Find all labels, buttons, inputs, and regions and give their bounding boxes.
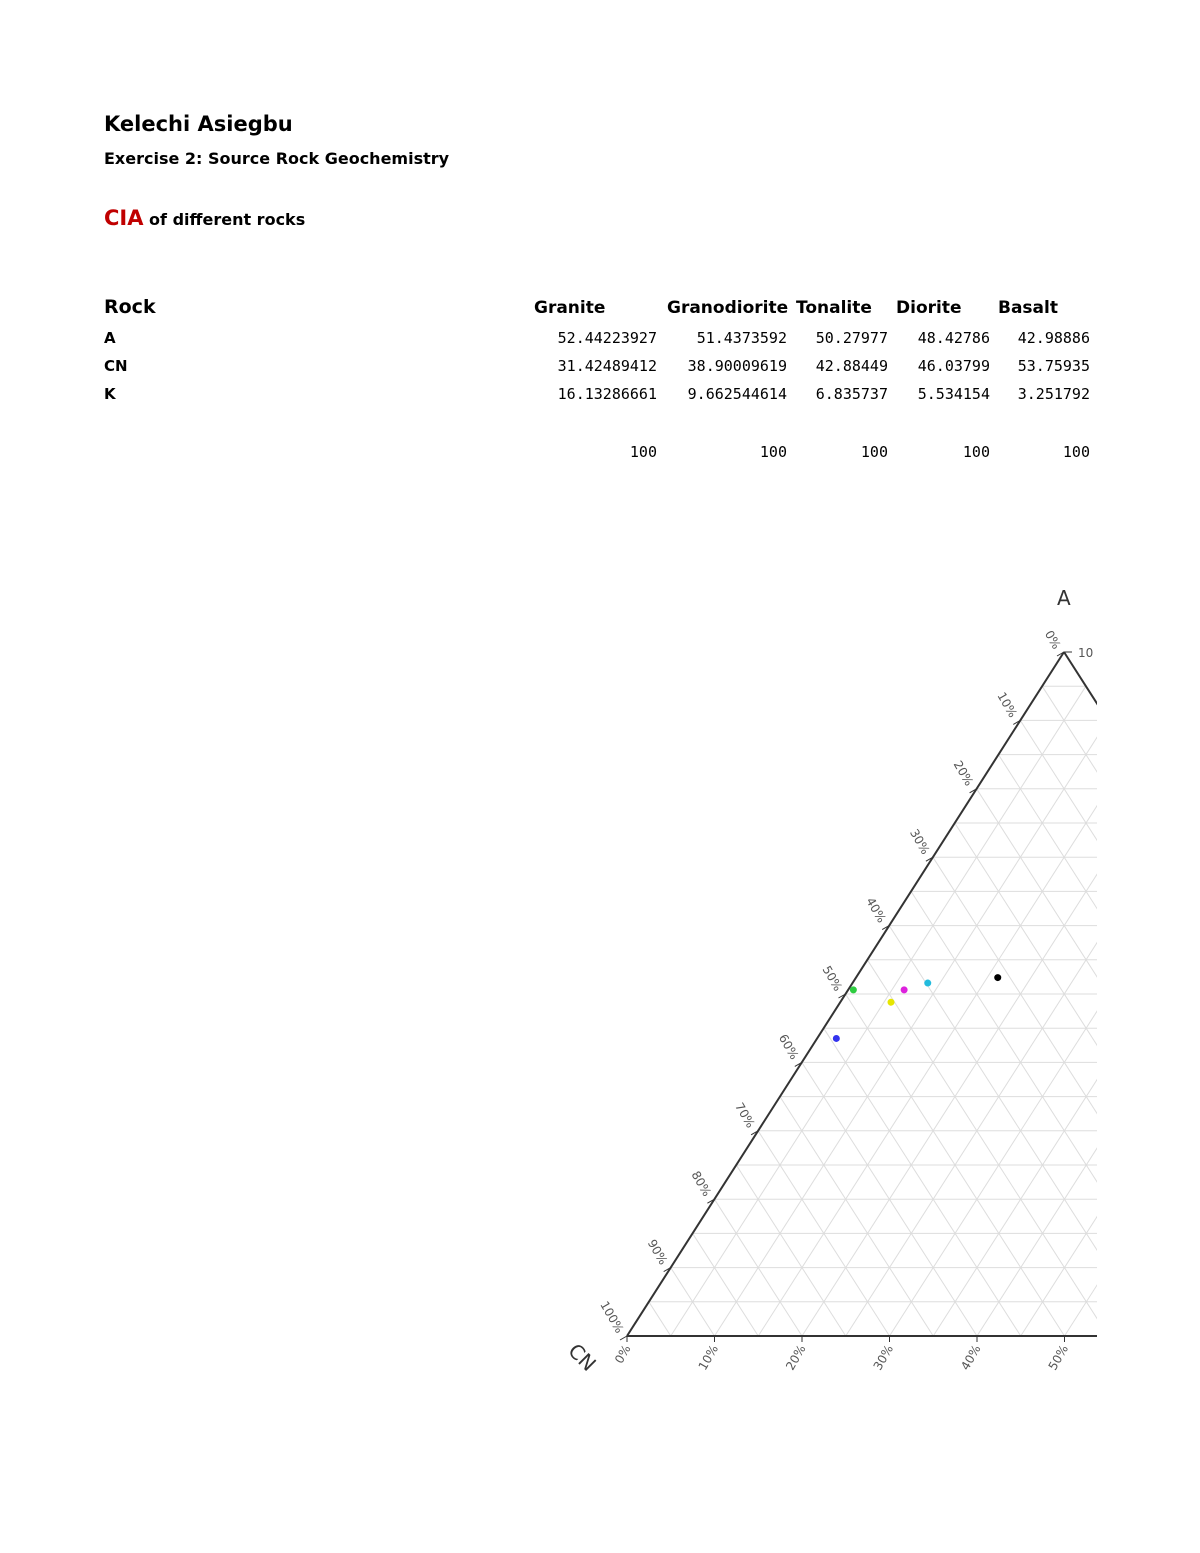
total-granite: 100 bbox=[629, 443, 657, 461]
rock-column-header: Rock bbox=[104, 296, 156, 318]
axis-label-cn: CN bbox=[563, 1338, 601, 1376]
grid-line-cn bbox=[1042, 686, 1200, 1336]
row-label-a: A bbox=[104, 329, 116, 347]
tick-label-left: 10% bbox=[994, 689, 1020, 720]
total-basalt: 100 bbox=[1062, 443, 1090, 461]
axis-top-tick-partial: 10 bbox=[1078, 646, 1094, 660]
data-point bbox=[924, 980, 931, 987]
cell-cn-diorite: 46.03799 bbox=[917, 357, 990, 375]
cell-cn-basalt: 53.75935 bbox=[1017, 357, 1090, 375]
tick-label-left: 70% bbox=[732, 1100, 758, 1131]
tick-label-left: 90% bbox=[644, 1237, 671, 1268]
grid-line-cn bbox=[824, 1028, 1021, 1336]
cell-a-granodiorite: 51.4373592 bbox=[696, 329, 787, 347]
row-label-cn: CN bbox=[104, 357, 128, 375]
grid-line-cn bbox=[780, 1097, 933, 1336]
grid-line-cn bbox=[911, 891, 1196, 1336]
grid-line-k bbox=[1021, 960, 1200, 1336]
cell-a-basalt: 42.98886 bbox=[1017, 329, 1090, 347]
cell-cn-tonalite: 42.88449 bbox=[815, 357, 888, 375]
exercise-title: Exercise 2: Source Rock Geochemistry bbox=[104, 149, 450, 168]
tick-label-left: 100% bbox=[597, 1298, 627, 1336]
ternary-grid bbox=[649, 686, 1200, 1336]
cell-k-basalt: 3.251792 bbox=[1017, 385, 1090, 403]
grid-line-k bbox=[1152, 1062, 1200, 1336]
tick-label-bottom: 20% bbox=[783, 1342, 809, 1373]
grid-line-k bbox=[846, 823, 1174, 1336]
total-diorite: 100 bbox=[962, 443, 990, 461]
total-granodiorite: 100 bbox=[759, 443, 787, 461]
tick-label-bottom: 30% bbox=[870, 1342, 897, 1373]
col-header-tonalite: Tonalite bbox=[796, 298, 872, 318]
axis-label-a: A bbox=[1057, 586, 1071, 610]
data-point bbox=[850, 986, 857, 993]
ternary-points bbox=[833, 974, 1001, 1042]
cell-a-tonalite: 50.27977 bbox=[815, 329, 888, 347]
section-heading-rest: of different rocks bbox=[143, 210, 306, 229]
col-header-basalt: Basalt bbox=[998, 298, 1058, 318]
tick-label-bottom: 10% bbox=[695, 1342, 722, 1373]
grid-line-k bbox=[1108, 1028, 1200, 1336]
cell-cn-granodiorite: 38.90009619 bbox=[687, 357, 787, 375]
tick-label-left: 20% bbox=[950, 758, 977, 789]
grid-line-cn bbox=[736, 1165, 846, 1336]
tick-label-bottom: 0% bbox=[611, 1342, 634, 1366]
total-tonalite: 100 bbox=[860, 443, 888, 461]
data-point bbox=[888, 999, 895, 1006]
tick-label-left: 30% bbox=[906, 826, 933, 857]
tick-label-left: 0% bbox=[1041, 628, 1064, 652]
grid-line-k bbox=[1196, 1097, 1200, 1336]
grid-line-k bbox=[933, 891, 1200, 1336]
tick-mark-left bbox=[620, 1336, 627, 1340]
cell-k-granodiorite: 9.662544614 bbox=[687, 385, 787, 403]
cia-highlight: CIA bbox=[104, 206, 144, 230]
tick-label-bottom: 50% bbox=[1045, 1342, 1072, 1373]
grid-line-cn bbox=[955, 823, 1200, 1336]
grid-line-cn bbox=[693, 1233, 759, 1336]
cell-k-diorite: 5.534154 bbox=[917, 385, 990, 403]
cell-a-granite: 52.44223927 bbox=[557, 329, 657, 347]
cell-k-granite: 16.13286661 bbox=[557, 385, 657, 403]
tick-label-left: 60% bbox=[775, 1031, 802, 1062]
cell-a-diorite: 48.42786 bbox=[917, 329, 990, 347]
col-header-diorite: Diorite bbox=[896, 298, 962, 318]
tick-label-left: 40% bbox=[863, 895, 889, 926]
row-label-k: K bbox=[104, 385, 116, 403]
grid-line-cn bbox=[998, 755, 1200, 1336]
data-point bbox=[833, 1035, 840, 1042]
tick-label-left: 80% bbox=[688, 1168, 714, 1199]
col-header-granite: Granite bbox=[534, 298, 606, 318]
data-point bbox=[901, 986, 908, 993]
tick-label-bottom: 40% bbox=[958, 1342, 984, 1373]
cell-k-tonalite: 6.835737 bbox=[815, 385, 888, 403]
col-header-granodiorite: Granodiorite bbox=[667, 298, 789, 318]
data-point bbox=[994, 974, 1001, 981]
tick-label-left: 50% bbox=[819, 963, 846, 994]
author-name: Kelechi Asiegbu bbox=[104, 112, 293, 136]
grid-line-cn bbox=[867, 960, 1108, 1336]
grid-line-cn bbox=[649, 1302, 671, 1336]
grid-line-k bbox=[671, 686, 1086, 1336]
ternary-ticks bbox=[597, 628, 1072, 1373]
grid-line-k bbox=[758, 755, 1129, 1336]
cell-cn-granite: 31.42489412 bbox=[557, 357, 657, 375]
